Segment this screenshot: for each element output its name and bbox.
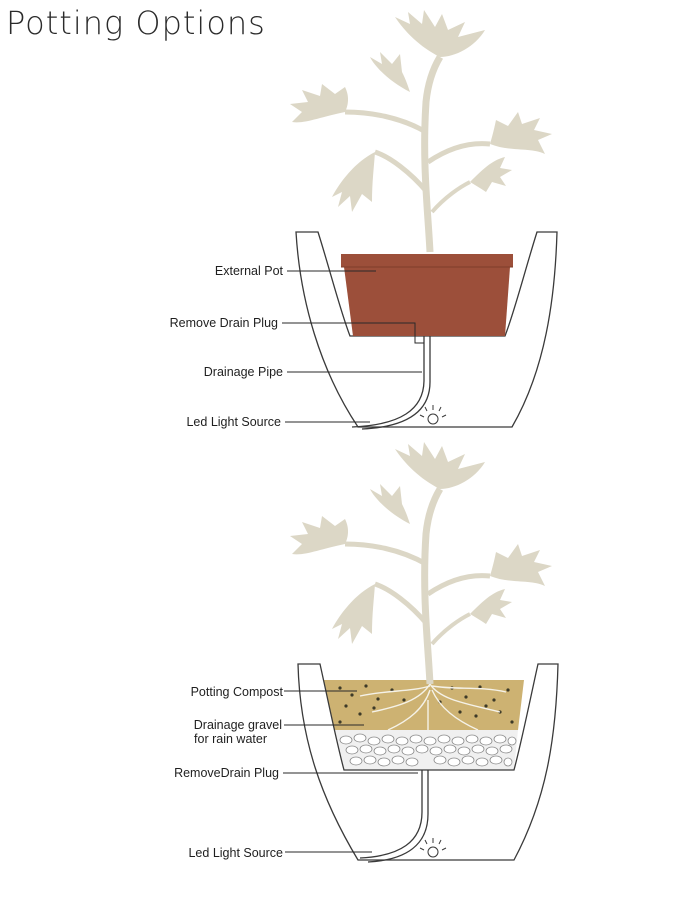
label-potting-compost: Potting Compost (190, 685, 283, 699)
diagram-bottom (174, 442, 558, 862)
label-led-light-source-top: Led Light Source (186, 415, 281, 429)
label-remove-drain-plug-bottom: RemoveDrain Plug (174, 766, 279, 780)
label-led-light-source-bottom: Led Light Source (188, 846, 283, 860)
label-remove-drain-plug-top: Remove Drain Plug (169, 316, 278, 330)
led-light-icon (420, 405, 446, 424)
label-drainage-gravel-line1: Drainage gravel (193, 718, 282, 732)
label-drainage-gravel-line2: for rain water (194, 732, 267, 746)
label-drainage-pipe: Drainage Pipe (203, 365, 283, 379)
page-title: Potting Options (6, 4, 266, 42)
drainage-pipe-bottom (360, 770, 422, 858)
plant-top (290, 10, 552, 252)
drainage-pipe-top (352, 336, 424, 427)
diagram-top (170, 10, 557, 429)
external-pot (341, 254, 513, 267)
external-pot-body (344, 267, 510, 336)
plant-bottom (290, 442, 552, 684)
label-external-pot: External Pot (214, 264, 283, 278)
led-light-icon-bottom (420, 838, 446, 857)
